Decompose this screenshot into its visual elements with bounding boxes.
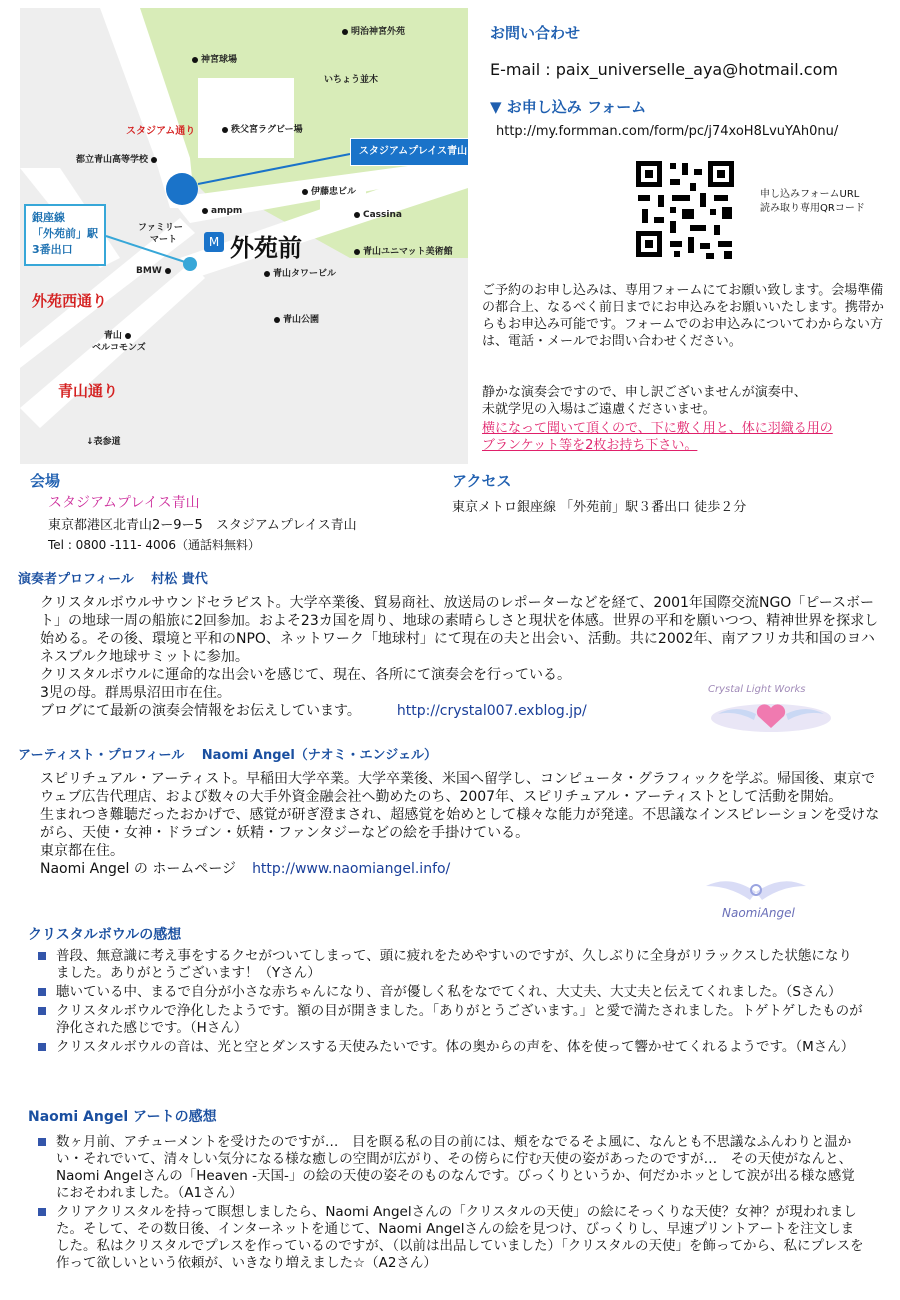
performer-title: 演奏者プロフィール 村松 貴代: [18, 572, 208, 587]
landmark-koukou: 都立青山高等学校: [76, 152, 160, 165]
station-label: 銀座線 「外苑前」駅 3番出口: [24, 204, 106, 266]
road-stadium: スタジアム通り: [126, 126, 196, 137]
bowl-impressions-list: [24, 948, 864, 1058]
list-item: クリスタルボウルで浄化したようです。額の目が開きました。「ありがとうございます。」と愛で満たされました。トゲトゲしたものが浄化された感じです。（Hさん）: [24, 1003, 864, 1037]
blog-link[interactable]: http://crystal007.exblog.jp/: [396, 703, 587, 719]
venue-name: スタジアムプレイス青山: [48, 495, 200, 511]
performer-bio: クリスタルボウルサウンドセラピスト。大学卒業後、貿易商社、放送局のレポーターなどを経て、2001年国際交流NGO「ピースボート」の地球一周の船旅に2回参加。およそ23カ国を周り、地球の素晴らしさと現状を体感。世界の平和を願いつつ、精神世界を探求し始める。その後、環境と平和のNPO、ネットワーク「地球村」にて現在の夫と出会い、活動。共に2002年、南アフリカ共和国のヨハネスブルク地球サミットに参加。 クリスタルボウルに運命的な出会いを感じて、現在、各所にて演奏会を行っている。 3児の母。群馬県沼田市在住。 ブログにて最新の演奏会情報をお伝えしています。 http://crystal007.exblog.jp/: [40, 595, 879, 719]
list-item: クリアクリスタルを持って瞑想しましたら、Naomi Angelさんの「クリスタルの天使」の絵にそっくりな天使？女神？が現われました。そして、その数日後、インターネットを通じて、Naomi Angelさんの絵を見つけ、びっくりし、早速プリントアートを注文しました。私はクリスタルでプレスを作っているのですが、（以前は出品していました）「クリスタルの天使」を飾ってから、私にプレスを作って欲しいという依頼が、いきなり増えました☆（A2さん）: [24, 1204, 864, 1272]
landmark-ampm: ampm: [202, 206, 242, 216]
naomi-angel-logo: NaomiAngel: [700, 872, 812, 930]
access-map: [20, 8, 468, 464]
homepage-link[interactable]: http://www.naomiangel.info/: [252, 861, 451, 877]
landmark-omotesando: ↓表参道: [86, 437, 121, 447]
landmark-cassina: Cassina: [354, 210, 402, 220]
road-aoyama: 青山通り: [58, 382, 119, 400]
artist-bio: スピリチュアル・アーティスト。早稲田大学卒業。大学卒業後、米国へ留学し、コンピュータ・グラフィックを学ぶ。帰国後、東京でウェブ広告代理店、および数々の大手外資金融会社へ勤めたのち、2007年、スピリチュアル・アーティストとして活動を開始。 生まれつき難聴だったおかげで、感覚が研ぎ澄まされ、超感覚を始めとして様々な能力が発達。不思議なインスピレーションを受けながら、天使・女神・ドラゴン・妖精・ファンタジーなどの絵を手掛けている。 東京都在住。 Naomi Angel の ホームページ http://www.naomiangel.info/: [40, 771, 880, 877]
landmark-chichibu: 秩父宮ラグビー場: [222, 122, 303, 135]
station-name: 外苑前: [230, 234, 302, 262]
landmark-jingu: 神宮球場: [192, 52, 237, 65]
landmark-bellcommons: 青山 ベルコモンズ: [92, 331, 146, 353]
list-item: 普段、無意識に考え事をするクセがついてしまって、頭に疲れをためやすいのですが、久しぶりに全身がリラックスした状態になりました。ありがとうございます！（Yさん）: [24, 948, 864, 982]
art-impressions-title: Naomi Angel アートの感想: [28, 1109, 217, 1125]
artist-title: アーティスト・プロフィール Naomi Angel（ナオミ・エンジェル）: [18, 748, 437, 763]
landmark-bmw: BMW: [136, 266, 174, 276]
landmark-icho: いちょう並木: [324, 75, 379, 85]
form-title: ▼ お申し込み フォーム: [490, 98, 647, 116]
qr-caption: 申し込みフォームURL 読み取り専用QRコード: [760, 189, 865, 214]
form-url[interactable]: http://my.formman.com/form/pc/j74xoH8LvuYAh0nu/: [496, 124, 839, 139]
venue-title: 会場: [30, 472, 61, 490]
landmark-unimat: 青山ユニマット美術館: [354, 244, 453, 257]
stadium-block: [198, 78, 294, 158]
list-item: 聴いている中、まるで自分が小さな赤ちゃんになり、音が優しく私をなでてくれ、大丈夫、大丈夫と伝えてくれました。（Sさん）: [24, 984, 864, 1001]
venue-address: 東京都港区北青山2ー9ー5 スタジアムプレイス青山: [48, 518, 357, 533]
landmark-tower: 青山タワービル: [264, 266, 336, 279]
venue-marker: [166, 173, 198, 205]
station-marker: [183, 257, 197, 271]
bowl-impressions-title: クリスタルボウルの感想: [28, 927, 182, 943]
venue-label: スタジアムプレイス青山: [350, 138, 468, 166]
landmark-family: ファミリー マート: [138, 223, 183, 245]
notice-paragraph: 静かな演奏会ですので、申し訳ございませんが演奏中、 未就学児の入場はご遠慮くださいませ。: [482, 385, 807, 417]
metro-icon: M: [204, 232, 224, 252]
road-gaien-nishi: 外苑西通り: [32, 292, 108, 310]
reservation-paragraph: ご予約のお申し込みは、専用フォームにてお願い致します。会場準備の都合上、なるべく前日までにお申込みをお願いいたします。携帯からもお申込み可能です。フォームでのお申込みについてわからない方は、電話・メールでお問い合わせください。: [482, 283, 884, 349]
access-text: 東京メトロ銀座線 「外苑前」駅３番出口 徒歩２分: [452, 500, 747, 515]
list-item: 数ヶ月前、アチューメントを受けたのですが… 目を瞑る私の目の前には、頬をなでるそよ風に、なんとも不思議なふんわりと温かい・それでいて、清々しい気分になる様な癒しの空間が広がり、その傍らに佇む天使の姿があったのですが… その天使がなんと、Naomi Angelさんの「Heaven -天国-」の絵の天使の姿そのものなんです。びっくりというか、何だかホッとして涙が出る様な感覚におそわれました。（A1さん）: [24, 1134, 864, 1202]
landmark-meiji: 明治神宮外苑: [342, 24, 405, 37]
list-item: クリスタルボウルの音は、光と空とダンスする天使みたいです。体の奥からの声を、体を使って響かせてくれるようです。（Mさん）: [24, 1039, 864, 1056]
landmark-park: 青山公園: [274, 312, 319, 325]
contact-email[interactable]: E-mail : paix_universelle_aya@hotmail.com: [490, 60, 838, 79]
contact-title: お問い合わせ: [490, 24, 581, 42]
qr-code-icon[interactable]: [630, 155, 740, 263]
venue-tel: Tel : 0800 -111- 4006（通話料無料）: [48, 538, 260, 552]
blanket-notice: 横になって聞いて頂くので、下に敷く用と、体に羽織る用の ブランケット等を2枚お持ち下さい。: [482, 421, 833, 453]
landmark-itochu: 伊藤忠ビル: [302, 184, 356, 197]
access-title: アクセス: [452, 472, 512, 490]
art-impressions-list: [24, 1134, 864, 1274]
crystal-light-works-logo: Crystal Light Works: [696, 680, 846, 740]
